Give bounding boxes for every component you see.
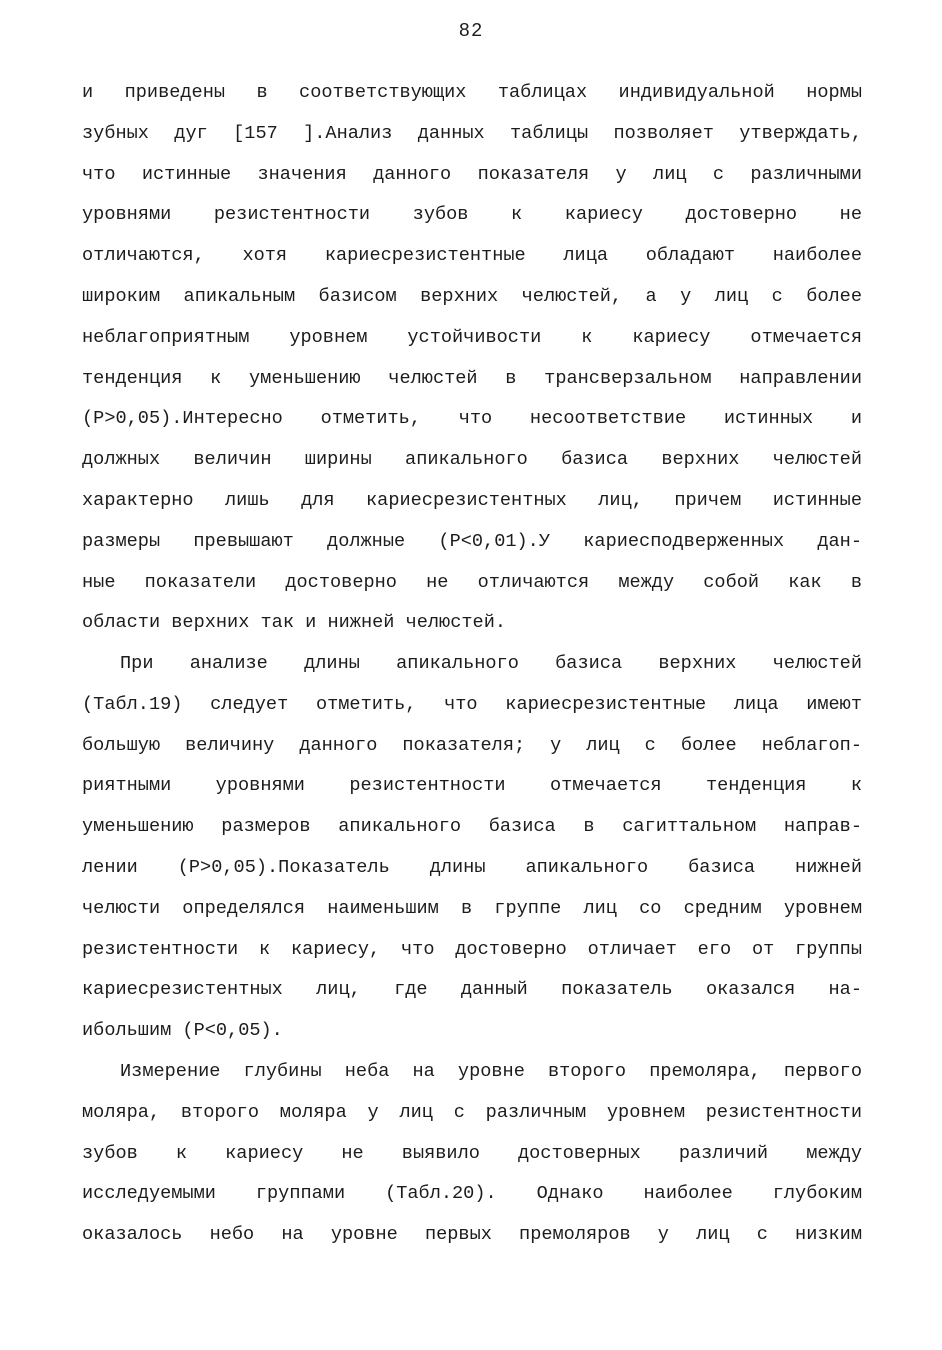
paragraph-2: [82, 644, 862, 1052]
text-line: области верхних так и нижней челюстей.: [82, 612, 507, 634]
text-line: размеры превышают должные (Р<0,01).У кариесподверженных дан-: [82, 530, 862, 552]
text-line: большую величину данного показателя; у лиц с более неблагоп-: [82, 734, 862, 756]
text-line: риятными уровнями резистентности отмечается тенденция к: [82, 775, 862, 797]
text-line: Измерение глубины неба на уровне второго премоляра, первого: [120, 1061, 862, 1082]
text-line: что истинные значения данного показателя у лиц с различными: [82, 163, 862, 185]
paragraph-3: [82, 1052, 862, 1256]
text-line: челюсти определялся наименьшим в группе лиц со средним уровнем: [82, 897, 862, 919]
text-line: исследуемыми группами (Табл.20). Однако наиболее глубоким: [82, 1183, 862, 1205]
text-line: моляра, второго моляра у лиц с различным уровнем резистентности: [82, 1101, 862, 1123]
text-line: кариесрезистентных лиц, где данный показатель оказался на-: [82, 979, 862, 1001]
text-line: (Табл.19) следует отметить, что кариесрезистентные лица имеют: [82, 693, 862, 715]
text-line: должных величин ширины апикального базиса верхних челюстей: [82, 449, 862, 471]
page-number: 82: [458, 20, 484, 42]
text-line: зубов к кариесу не выявило достоверных различий между: [82, 1142, 862, 1164]
text-line: уровнями резистентности зубов к кариесу достоверно не: [82, 204, 862, 226]
text-line: отличаются, хотя кариесрезистентные лица обладают наиболее: [82, 245, 862, 267]
text-line: ные показатели достоверно не отличаются между собой как в: [82, 571, 862, 593]
text-line: При анализе длины апикального базиса верхних челюстей: [120, 653, 862, 674]
text-line: и приведены в соответствующих таблицах индивидуальной нормы: [82, 82, 862, 103]
text-line: широким апикальным базисом верхних челюстей, а у лиц с более: [82, 285, 862, 307]
text-line: лении (Р>0,05).Показатель длины апикального базиса нижней: [82, 856, 862, 878]
text-line: уменьшению размеров апикального базиса в сагиттальном направ-: [82, 816, 862, 838]
text-line: ибольшим (Р<0,05).: [82, 1020, 283, 1042]
text-line: зубных дуг [157 ].Анализ данных таблицы позволяет утверждать,: [82, 122, 862, 144]
paragraph-1: [82, 73, 862, 644]
text-line: (Р>0,05).Интересно отметить, что несоответствие истинных и: [82, 408, 862, 430]
text-line: характерно лишь для кариесрезистентных лиц, причем истинные: [82, 489, 862, 511]
text-line: резистентности к кариесу, что достоверно отличает его от группы: [82, 938, 862, 960]
text-line: оказалось небо на уровне первых премоляров у лиц с низким: [82, 1224, 862, 1246]
text-line: тенденция к уменьшению челюстей в трансверзальном направлении: [82, 367, 862, 389]
text-line: неблагоприятным уровнем устойчивости к кариесу отмечается: [82, 326, 862, 348]
